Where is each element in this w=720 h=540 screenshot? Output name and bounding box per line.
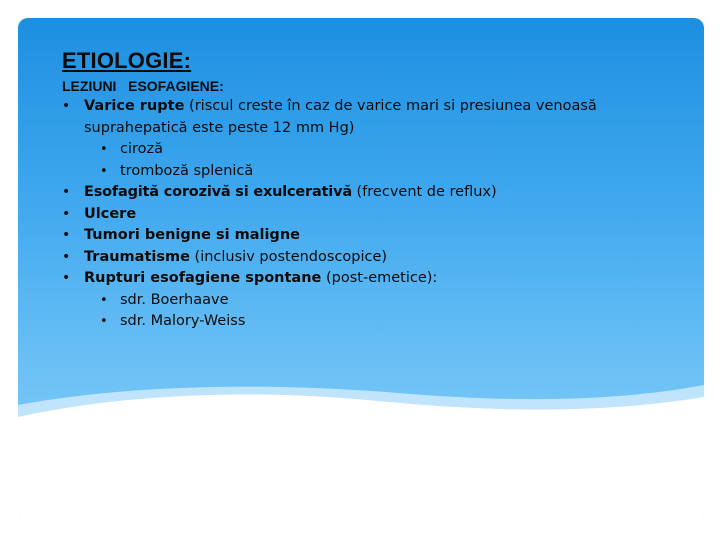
list-item-bold: Varice rupte bbox=[84, 98, 185, 114]
slide-subtitle: LEZIUNI ESOFAGIENE: bbox=[62, 78, 224, 94]
sublist-item: • ciroză bbox=[100, 139, 682, 161]
list-item-text: (post-emetice): bbox=[321, 270, 438, 286]
list-item-text: (inclusiv postendoscopice) bbox=[189, 248, 388, 265]
etiology-list bbox=[62, 96, 682, 333]
sublist bbox=[84, 290, 682, 333]
list-item-text: (frecvent de reflux) bbox=[351, 184, 497, 200]
list-item bbox=[62, 268, 682, 333]
sublist bbox=[84, 139, 682, 182]
list-item bbox=[62, 204, 682, 226]
wave-decoration bbox=[18, 383, 704, 523]
list-item-bold: Esofagită corozivă si exulcerativă bbox=[84, 184, 352, 200]
list-item-bold: Rupturi esofagiene spontane bbox=[84, 270, 322, 286]
list-item-bold: Tumori benigne si maligne bbox=[84, 227, 300, 243]
list-item-bold: Ulcere bbox=[84, 205, 137, 222]
list-item bbox=[62, 247, 682, 269]
list-item-bold: Traumatisme bbox=[84, 248, 190, 265]
list-item bbox=[62, 182, 682, 204]
list-item bbox=[62, 225, 682, 247]
sublist-item: • sdr. Boerhaave bbox=[100, 290, 682, 312]
sublist-item: • tromboză splenică bbox=[100, 161, 682, 183]
slide-content bbox=[62, 48, 682, 333]
list-item-text: (riscul creste în caz de varice mari si presiunea venoasă suprahepatică este peste 12 mm Hg) bbox=[84, 98, 597, 136]
list-item bbox=[62, 96, 682, 182]
slide-title: ETIOLOGIE: bbox=[62, 48, 192, 73]
sublist-item: • sdr. Malory-Weiss bbox=[100, 311, 682, 333]
